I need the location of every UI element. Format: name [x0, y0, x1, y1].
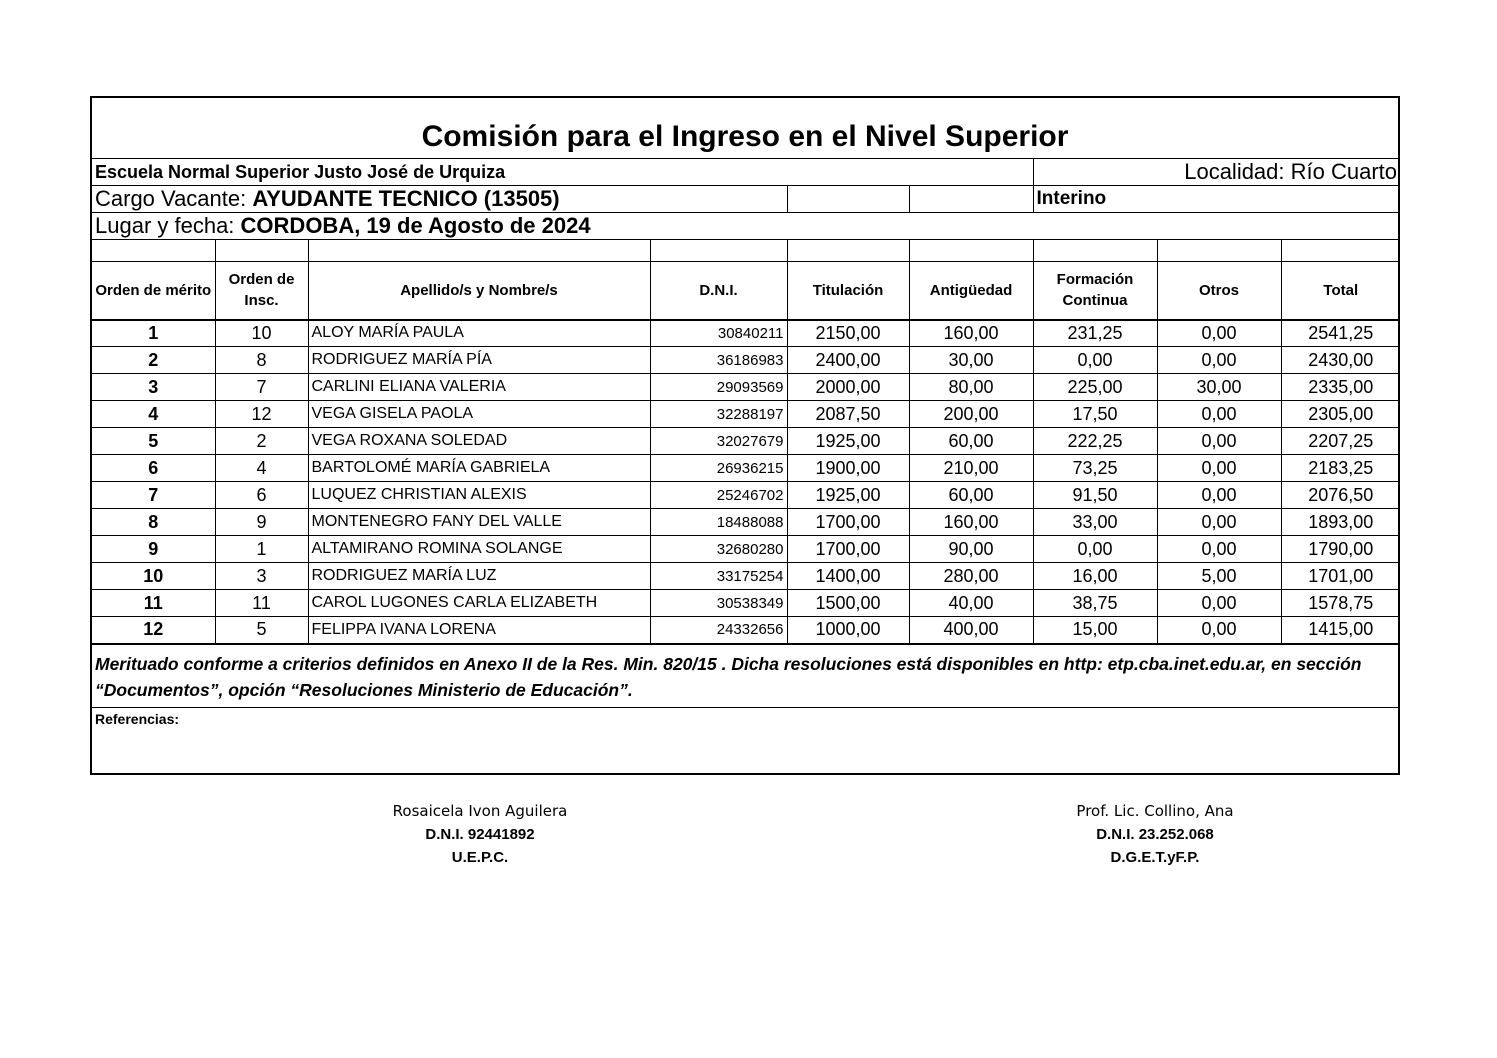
col-name: Apellido/s y Nombre/s — [308, 262, 650, 320]
note-row — [92, 644, 1400, 708]
merit-table — [92, 158, 1400, 774]
applicant-dni: 33175254 — [650, 563, 787, 590]
applicant-dni: 32027679 — [650, 428, 787, 455]
merit-order: 5 — [92, 428, 215, 455]
applicant-dni: 29093569 — [650, 374, 787, 401]
score-total: 2207,25 — [1281, 428, 1400, 455]
criteria-note: Merituado conforme a criterios definidos en Anexo II de la Res. Min. 820/15 . Dicha resoluciones está disponibles en http: etp.cba.inet.edu.ar, en sección “Documentos”, opción “Resoluciones Ministerio de Educación”. — [92, 644, 1400, 708]
score-antiguedad: 60,00 — [909, 482, 1033, 509]
school-name: Escuela Normal Superior Justo José de Urquiza — [92, 159, 1033, 186]
merit-order: 3 — [92, 374, 215, 401]
applicant-dni: 25246702 — [650, 482, 787, 509]
table-row — [92, 374, 1400, 401]
applicant-dni: 30538349 — [650, 590, 787, 617]
table-row — [92, 482, 1400, 509]
applicant-name: VEGA ROXANA SOLEDAD — [308, 428, 650, 455]
score-titulacion: 1900,00 — [787, 455, 909, 482]
inscription-order: 5 — [215, 617, 308, 644]
score-formacion: 222,25 — [1033, 428, 1157, 455]
cargo-vacante: Cargo Vacante: AYUDANTE TECNICO (13505) — [92, 186, 787, 213]
applicant-name: RODRIGUEZ MARÍA LUZ — [308, 563, 650, 590]
merit-order: 2 — [92, 347, 215, 374]
score-formacion: 231,25 — [1033, 320, 1157, 347]
score-otros: 0,00 — [1157, 428, 1281, 455]
school-row — [92, 159, 1400, 186]
merit-order: 9 — [92, 536, 215, 563]
applicant-name: BARTOLOMÉ MARÍA GABRIELA — [308, 455, 650, 482]
score-otros: 0,00 — [1157, 536, 1281, 563]
applicant-dni: 32680280 — [650, 536, 787, 563]
score-otros: 0,00 — [1157, 320, 1281, 347]
score-titulacion: 2400,00 — [787, 347, 909, 374]
score-otros: 0,00 — [1157, 482, 1281, 509]
table-body — [92, 320, 1400, 644]
cargo-row — [92, 186, 1400, 213]
score-titulacion: 1925,00 — [787, 482, 909, 509]
applicant-dni: 30840211 — [650, 320, 787, 347]
applicant-name: VEGA GISELA PAOLA — [308, 401, 650, 428]
score-total: 1415,00 — [1281, 617, 1400, 644]
references-label: Referencias: — [92, 708, 1400, 774]
inscription-order: 7 — [215, 374, 308, 401]
score-formacion: 0,00 — [1033, 347, 1157, 374]
table-row — [92, 617, 1400, 644]
signer-dni: D.N.I. 23.252.068 — [1096, 826, 1214, 843]
inscription-order: 1 — [215, 536, 308, 563]
applicant-name: RODRIGUEZ MARÍA PÍA — [308, 347, 650, 374]
score-formacion: 38,75 — [1033, 590, 1157, 617]
col-insc: Orden de Insc. — [215, 262, 308, 320]
score-titulacion: 2087,50 — [787, 401, 909, 428]
score-antiguedad: 200,00 — [909, 401, 1033, 428]
score-formacion: 0,00 — [1033, 536, 1157, 563]
score-total: 1701,00 — [1281, 563, 1400, 590]
col-formacion: Formación Continua — [1033, 262, 1157, 320]
score-titulacion: 1400,00 — [787, 563, 909, 590]
applicant-dni: 36186983 — [650, 347, 787, 374]
signature-left — [330, 800, 630, 869]
empty-cell — [787, 186, 909, 213]
score-formacion: 17,50 — [1033, 401, 1157, 428]
score-antiguedad: 400,00 — [909, 617, 1033, 644]
score-antiguedad: 80,00 — [909, 374, 1033, 401]
merit-order: 8 — [92, 509, 215, 536]
applicant-name: CARLINI ELIANA VALERIA — [308, 374, 650, 401]
empty-cell — [909, 186, 1033, 213]
score-antiguedad: 40,00 — [909, 590, 1033, 617]
inscription-order: 2 — [215, 428, 308, 455]
place-row — [92, 213, 1400, 240]
applicant-name: FELIPPA IVANA LORENA — [308, 617, 650, 644]
score-titulacion: 2150,00 — [787, 320, 909, 347]
merit-list-sheet — [90, 96, 1400, 775]
inscription-order: 3 — [215, 563, 308, 590]
score-titulacion: 1700,00 — [787, 536, 909, 563]
score-titulacion: 2000,00 — [787, 374, 909, 401]
table-row — [92, 590, 1400, 617]
cargo-value: AYUDANTE TECNICO (13505) — [252, 186, 560, 211]
column-headers — [92, 262, 1400, 320]
score-total: 2541,25 — [1281, 320, 1400, 347]
inscription-order: 12 — [215, 401, 308, 428]
table-row — [92, 320, 1400, 347]
score-titulacion: 1000,00 — [787, 617, 909, 644]
applicant-name: MONTENEGRO FANY DEL VALLE — [308, 509, 650, 536]
score-formacion: 33,00 — [1033, 509, 1157, 536]
applicant-dni: 18488088 — [650, 509, 787, 536]
merit-order: 4 — [92, 401, 215, 428]
merit-order: 7 — [92, 482, 215, 509]
score-antiguedad: 90,00 — [909, 536, 1033, 563]
spacer-row — [92, 240, 1400, 262]
score-antiguedad: 160,00 — [909, 320, 1033, 347]
inscription-order: 6 — [215, 482, 308, 509]
signer-org: D.G.E.T.yF.P. — [1110, 849, 1200, 866]
merit-order: 11 — [92, 590, 215, 617]
score-otros: 0,00 — [1157, 509, 1281, 536]
signature-right — [1005, 800, 1305, 869]
col-merit: Orden de mérito — [92, 262, 215, 320]
table-row — [92, 401, 1400, 428]
applicant-dni: 24332656 — [650, 617, 787, 644]
inscription-order: 8 — [215, 347, 308, 374]
merit-order: 1 — [92, 320, 215, 347]
score-otros: 30,00 — [1157, 374, 1281, 401]
score-otros: 5,00 — [1157, 563, 1281, 590]
score-titulacion: 1500,00 — [787, 590, 909, 617]
score-antiguedad: 30,00 — [909, 347, 1033, 374]
signer-name: Rosaicela Ivon Aguilera — [392, 802, 568, 820]
inscription-order: 9 — [215, 509, 308, 536]
score-total: 2430,00 — [1281, 347, 1400, 374]
col-antiguedad: Antigüedad — [909, 262, 1033, 320]
score-otros: 0,00 — [1157, 590, 1281, 617]
score-otros: 0,00 — [1157, 347, 1281, 374]
applicant-dni: 32288197 — [650, 401, 787, 428]
table-row — [92, 563, 1400, 590]
applicant-dni: 26936215 — [650, 455, 787, 482]
signer-name: Prof. Lic. Collino, Ana — [1076, 802, 1234, 820]
place-date: Lugar y fecha: CORDOBA, 19 de Agosto de 2024 — [92, 213, 1400, 240]
table-row — [92, 428, 1400, 455]
locality: Localidad: Río Cuarto — [1033, 159, 1400, 186]
score-antiguedad: 280,00 — [909, 563, 1033, 590]
inscription-order: 11 — [215, 590, 308, 617]
table-row — [92, 536, 1400, 563]
condition: Interino — [1033, 186, 1400, 213]
score-otros: 0,00 — [1157, 401, 1281, 428]
col-otros: Otros — [1157, 262, 1281, 320]
score-antiguedad: 60,00 — [909, 428, 1033, 455]
score-otros: 0,00 — [1157, 455, 1281, 482]
score-antiguedad: 160,00 — [909, 509, 1033, 536]
merit-order: 10 — [92, 563, 215, 590]
score-formacion: 91,50 — [1033, 482, 1157, 509]
score-formacion: 15,00 — [1033, 617, 1157, 644]
col-dni: D.N.I. — [650, 262, 787, 320]
score-total: 2076,50 — [1281, 482, 1400, 509]
document-title: Comisión para el Ingreso en el Nivel Superior — [421, 120, 1069, 153]
score-total: 1790,00 — [1281, 536, 1400, 563]
score-antiguedad: 210,00 — [909, 455, 1033, 482]
place-value: CORDOBA, 19 de Agosto de 2024 — [240, 213, 591, 238]
table-row — [92, 455, 1400, 482]
score-total: 1578,75 — [1281, 590, 1400, 617]
score-total: 2183,25 — [1281, 455, 1400, 482]
score-total: 2305,00 — [1281, 401, 1400, 428]
col-titulacion: Titulación — [787, 262, 909, 320]
score-total: 2335,00 — [1281, 374, 1400, 401]
score-formacion: 16,00 — [1033, 563, 1157, 590]
score-titulacion: 1700,00 — [787, 509, 909, 536]
col-total: Total — [1281, 262, 1400, 320]
signer-org: U.E.P.C. — [451, 849, 509, 866]
score-titulacion: 1925,00 — [787, 428, 909, 455]
references-row — [92, 708, 1400, 774]
score-total: 1893,00 — [1281, 509, 1400, 536]
inscription-order: 4 — [215, 455, 308, 482]
merit-order: 12 — [92, 617, 215, 644]
applicant-name: LUQUEZ CHRISTIAN ALEXIS — [308, 482, 650, 509]
applicant-name: ALTAMIRANO ROMINA SOLANGE — [308, 536, 650, 563]
signer-dni: D.N.I. 92441892 — [425, 826, 535, 843]
merit-order: 6 — [92, 455, 215, 482]
score-formacion: 73,25 — [1033, 455, 1157, 482]
table-row — [92, 347, 1400, 374]
table-row — [92, 509, 1400, 536]
applicant-name: CAROL LUGONES CARLA ELIZABETH — [308, 590, 650, 617]
inscription-order: 10 — [215, 320, 308, 347]
score-formacion: 225,00 — [1033, 374, 1157, 401]
applicant-name: ALOY MARÍA PAULA — [308, 320, 650, 347]
score-otros: 0,00 — [1157, 617, 1281, 644]
